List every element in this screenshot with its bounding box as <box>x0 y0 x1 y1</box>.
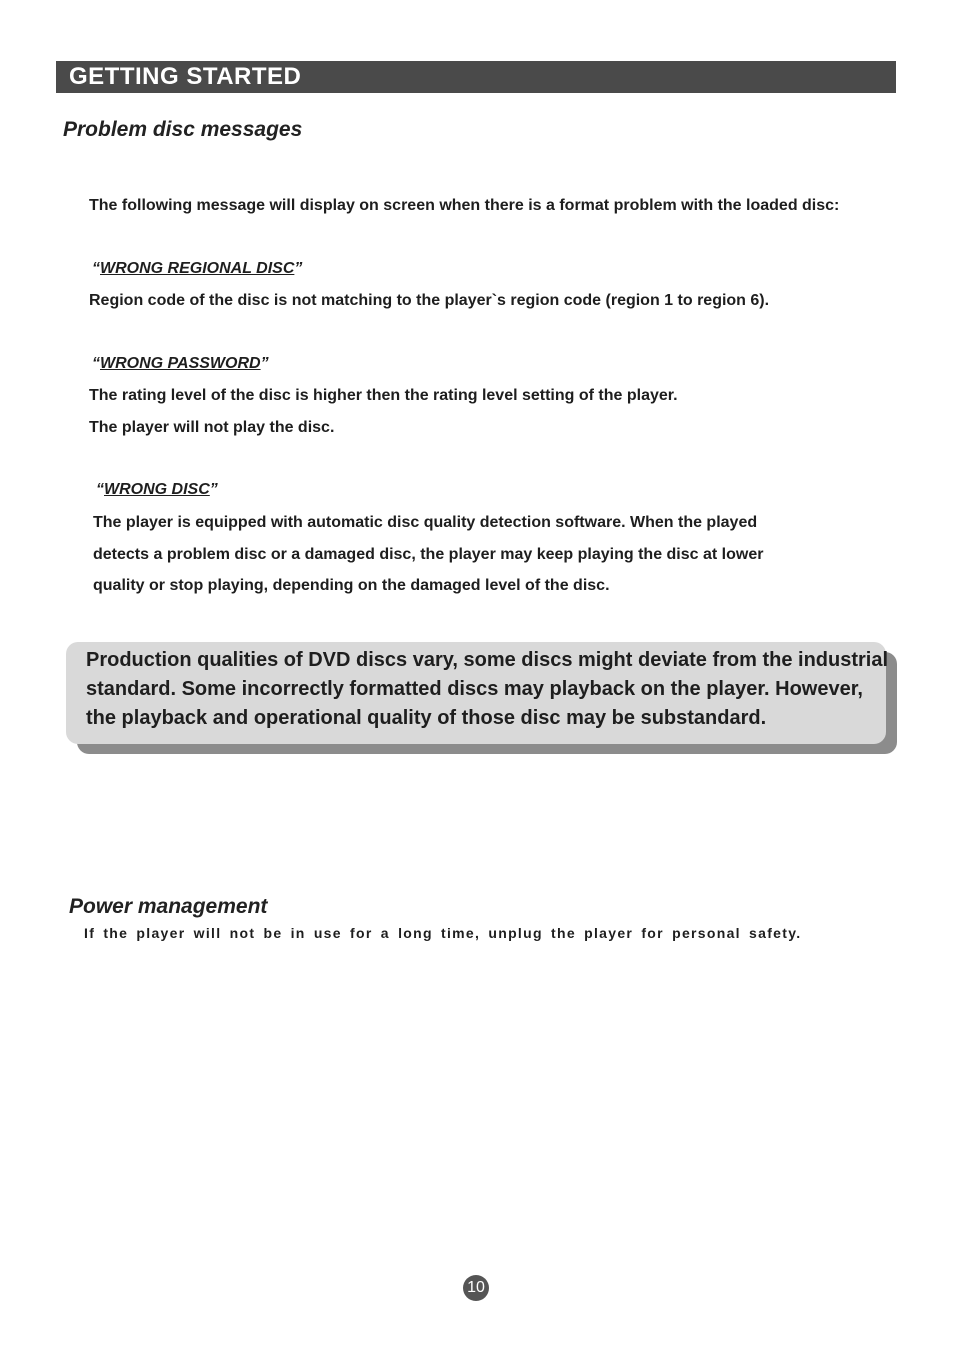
message-description: Region code of the disc is not matching to the player`s region code (region 1 to region 6). <box>89 292 770 309</box>
message-name: WRONG REGIONAL DISC <box>100 260 295 277</box>
message-label-wrong-regional-disc: “WRONG REGIONAL DISC” <box>92 260 303 277</box>
power-management-text: If the player will not be in use for a long time, unplug the player for personal safety. <box>84 925 802 941</box>
message-label-wrong-disc: “WRONG DISC” <box>96 481 218 498</box>
notice-line: the playback and operational quality of those disc may be substandard. <box>86 707 767 729</box>
page-number-badge: 10 <box>463 1275 489 1301</box>
notice-box <box>66 642 889 744</box>
message-description: quality or stop playing, depending on the damaged level of the disc. <box>93 577 610 594</box>
message-description: The player is equipped with automatic disc quality detection software. When the played <box>93 514 758 531</box>
notice-line: Production qualities of DVD discs vary, some discs might deviate from the industrial <box>86 649 889 671</box>
notice-line: standard. Some incorrectly formatted discs may playback on the player. However, <box>86 678 863 700</box>
message-name: WRONG DISC <box>104 481 210 498</box>
section-header-title: GETTING STARTED <box>69 63 302 90</box>
message-description: The rating level of the disc is higher then the rating level setting of the player. <box>89 387 678 404</box>
power-management-heading: Power management <box>69 895 268 918</box>
problem-disc-heading: Problem disc messages <box>63 118 303 141</box>
message-description: detects a problem disc or a damaged disc, the player may keep playing the disc at lower <box>93 546 764 563</box>
message-label-wrong-password: “WRONG PASSWORD” <box>92 355 269 372</box>
section-header-bar <box>56 61 896 93</box>
message-name: WRONG PASSWORD <box>100 355 261 372</box>
message-description: The player will not play the disc. <box>89 419 335 436</box>
intro-text: The following message will display on screen when there is a format problem with the loaded disc: <box>89 197 840 214</box>
